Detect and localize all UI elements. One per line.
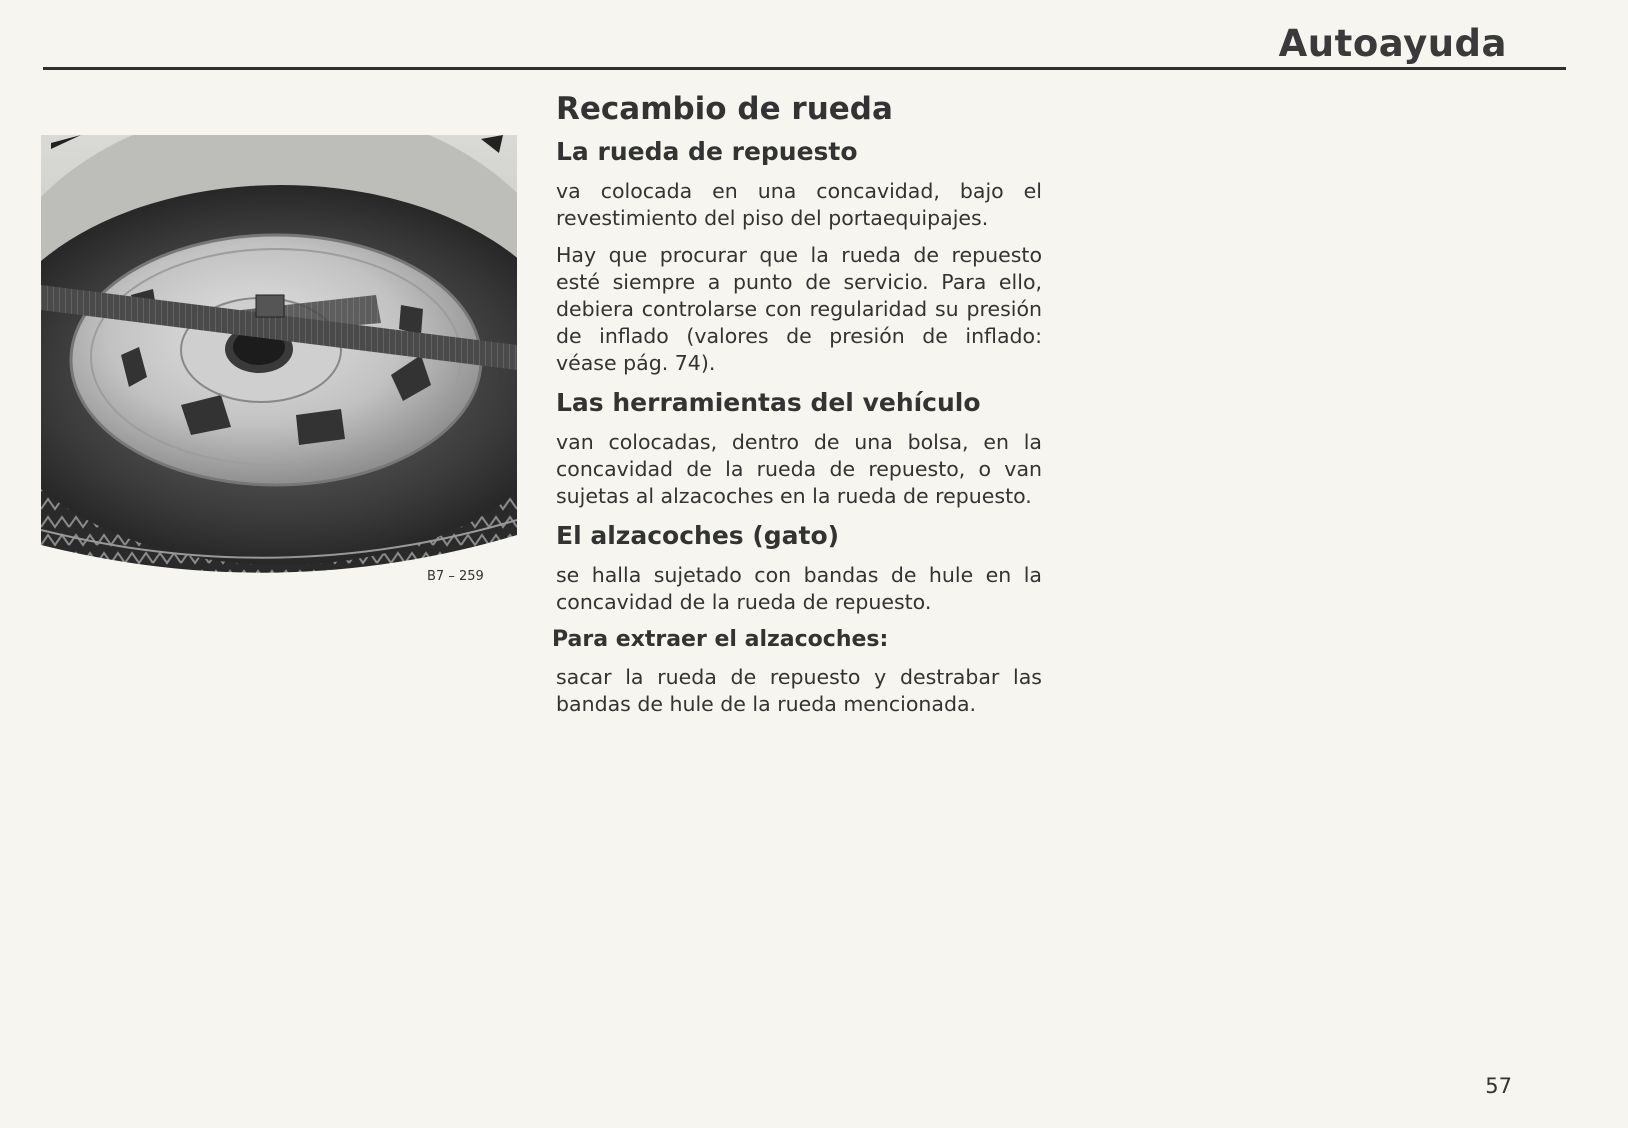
page-heading: Recambio de rueda xyxy=(556,91,893,127)
section-heading-extract-jack: Para extraer el alzacoches: xyxy=(552,627,889,652)
section-heading-tools: Las herramientas del vehículo xyxy=(556,388,981,417)
main-content xyxy=(552,90,1042,728)
paragraph: sacar la rueda de repuesto y destrabar las bandas de hule de la rueda mencionada. xyxy=(556,665,1042,716)
paragraph: van colocadas, dentro de una bolsa, en la concavidad de la rueda de repuesto, o van sujetas al alzacoches en la rueda de repuesto. xyxy=(556,430,1042,508)
section-heading-spare-wheel: La rueda de repuesto xyxy=(556,137,858,166)
spare-wheel-photo xyxy=(41,135,517,591)
figure-code: B7 – 259 xyxy=(427,569,484,584)
header-rule xyxy=(43,67,1566,70)
paragraph: va colocada en una concavidad, bajo el revestimiento del piso del portaequipajes. xyxy=(556,179,1042,230)
section-heading-jack: El alzacoches (gato) xyxy=(556,521,840,550)
paragraph: Hay que procurar que la rueda de repuesto esté siempre a punto de servicio. Para ello, debiera controlarse con regularidad su presión de inflado (valores de presión de inflado: véase pág. 74). xyxy=(556,243,1042,375)
paragraph: se halla sujetado con bandas de hule en la concavidad de la rueda de repuesto. xyxy=(556,563,1042,614)
section-title: Autoayuda xyxy=(1278,22,1507,65)
page-number: 57 xyxy=(1485,1074,1512,1098)
